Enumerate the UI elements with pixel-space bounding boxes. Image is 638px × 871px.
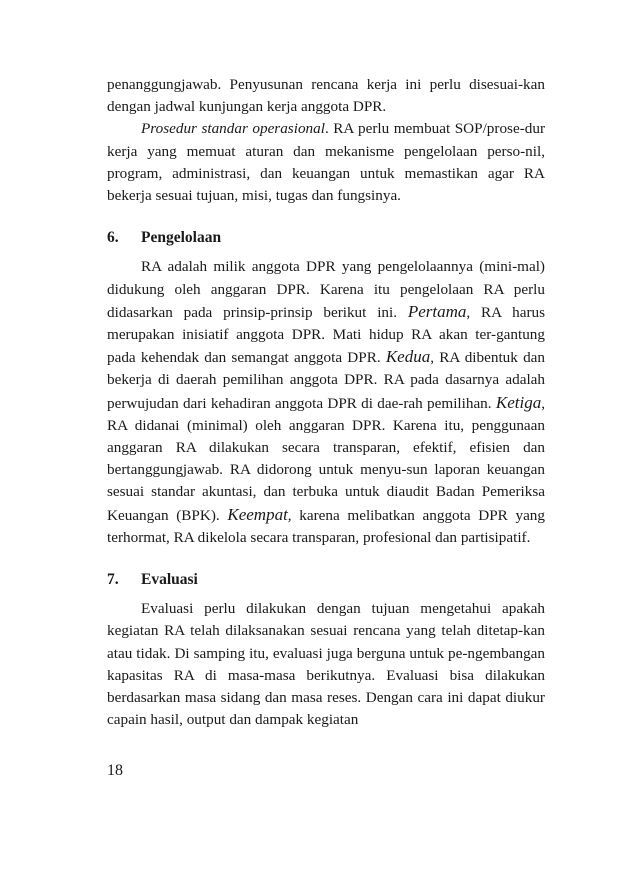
intro-paragraph-2 [107,118,545,207]
section-7-title: Evaluasi [141,571,198,589]
section-6-title: Pengelolaan [141,229,222,247]
section-6-text-5: , karena melibatkan anggota DPR yang terhormat, RA dikelola secara transparan, profesional dan partisipatif. [107,506,545,546]
term-keempat: Keempat [227,504,288,524]
section-6-paragraph [107,256,545,549]
section-7-heading [107,569,545,591]
term-kedua: Kedua [385,347,431,367]
section-6-text-3: , RA dibentuk dan bekerja di daerah pemilihan anggota DPR. RA pada dasarnya adalah perwujudan dari kehadiran anggota DPR di dae-rah pemilihan. [107,349,546,412]
section-6-number: 6. [107,229,119,247]
page-number: 18 [107,762,123,779]
section-6-heading [107,227,545,249]
term-pertama: Pertama [407,301,467,321]
intro-paragraph-1: penanggungjawab. Penyusunan rencana kerja ini perlu disesuai-kan dengan jadwal kunjungan kerja anggota DPR. [107,76,545,116]
section-7-paragraph: Evaluasi perlu dilakukan dengan tujuan mengetahui apakah kegiatan RA telah dilaksanakan sesuai rencana yang telah ditetap-kan atau tidak. Di samping itu, evaluasi juga berguna untuk pe-ngembangan kapasitas RA di masa-masa berikutnya. Evaluasi bisa dilakukan berdasarkan masa sidang dan masa reses. Dengan cara ini dapat diukur capain hasil, output dan dampak kegiatan [107,600,545,729]
section-7-number: 7. [107,571,119,589]
section-6-text-1: RA adalah milik anggota DPR yang pengelolaannya (mini-mal) didukung oleh anggaran DPR. Karena itu pengelolaan RA perlu didasarkan pada prinsip-prinsip berikut ini. [107,258,545,321]
section-6-text-2: , RA harus merupakan inisiatif anggota DPR. Mati hidup RA akan ter-gantung pada kehendak dan semangat anggota DPR. [107,303,546,367]
sop-term: Prosedur standar operasional [141,120,325,138]
section-6-text-4: , RA didanai (minimal) oleh anggaran DPR. Karena itu, penggunaan anggaran RA dilakukan secara transparan, efektif, efisien dan bertanggungjawab. RA didorong untuk menyu-sun laporan keuangan sesuai standar akuntasi, dan terbuka untuk diaudit Badan Pemeriksa Keuangan (BPK). [107,394,545,524]
page-body [107,74,545,731]
sop-text: . RA perlu membuat SOP/prose-dur kerja yang memuat aturan dan mekanisme pengelolaan perso-nil, program, administrasi, dan keuangan untuk memastikan agar RA bekerja sesuai tujuan, misi, tugas dan fungsinya. [107,120,545,205]
term-ketiga: Ketiga [495,392,542,412]
